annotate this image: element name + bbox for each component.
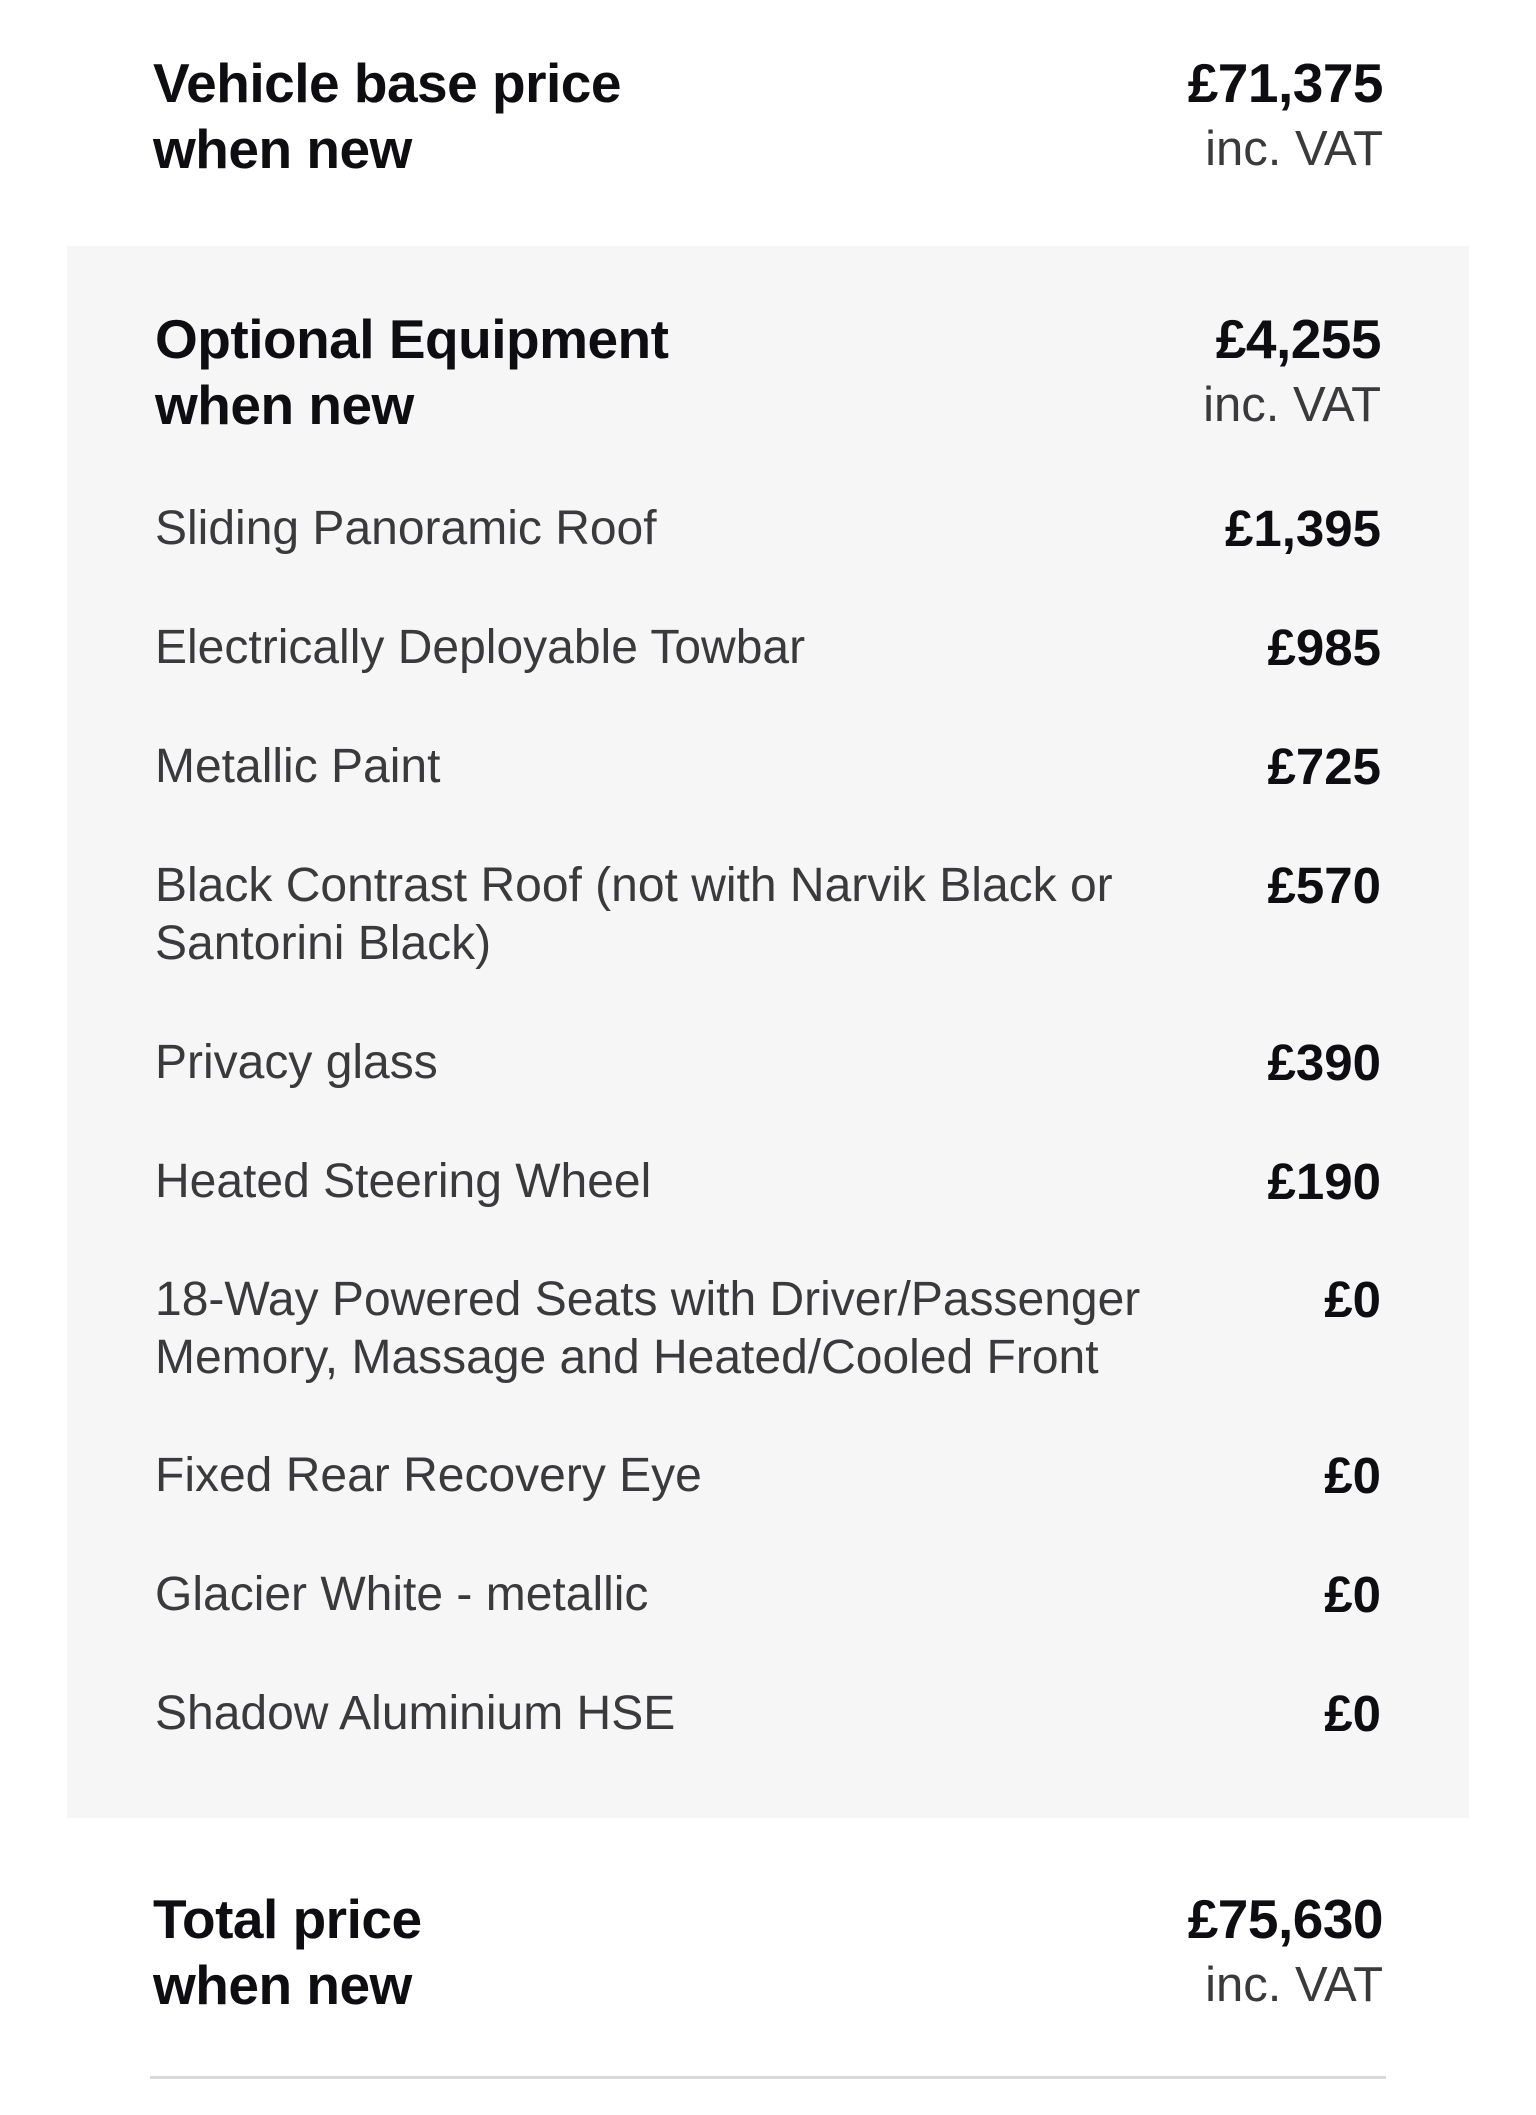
bottom-divider [150, 2076, 1386, 2079]
option-row [155, 857, 1381, 973]
option-price: £0 [1324, 1566, 1381, 1623]
option-price: £0 [1324, 1271, 1381, 1328]
option-price: £985 [1267, 619, 1381, 676]
option-name: Electrically Deployable Towbar [155, 621, 806, 674]
total-price-vat-note: inc. VAT [1205, 1958, 1383, 2012]
option-row [155, 1271, 1381, 1387]
option-name: Privacy glass [155, 1036, 438, 1089]
option-row [155, 738, 1381, 796]
option-price: £0 [1324, 1447, 1381, 1504]
option-name: Glacier White - metallic [155, 1568, 649, 1621]
base-price-vat-note: inc. VAT [1205, 122, 1383, 176]
option-name: Metallic Paint [155, 740, 441, 793]
optional-equipment-header [155, 306, 1381, 438]
option-price: £725 [1267, 738, 1381, 795]
total-price-value-group [1188, 1886, 1383, 2018]
base-price-title-line1: Vehicle base price [153, 52, 621, 114]
option-row [155, 1034, 1381, 1092]
optional-equipment-value-group [1203, 306, 1381, 438]
base-price-value: £71,375 [1187, 52, 1383, 114]
base-price-heading [153, 50, 621, 182]
total-price-value: £75,630 [1187, 1888, 1383, 1950]
base-price-value-group [1188, 50, 1383, 182]
option-row [155, 1685, 1381, 1743]
optional-equipment-panel [67, 246, 1469, 1818]
option-row [155, 1153, 1381, 1211]
option-price: £0 [1324, 1685, 1381, 1742]
optional-equipment-heading [155, 306, 668, 438]
optional-equipment-vat-note: inc. VAT [1203, 378, 1381, 432]
base-price-title-line2: when new [153, 118, 412, 180]
optional-equipment-total: £4,255 [1215, 308, 1381, 370]
optional-equipment-title-line1: Optional Equipment [155, 308, 669, 370]
option-name: Shadow Aluminium HSE [155, 1687, 676, 1740]
option-price: £1,395 [1225, 500, 1381, 557]
option-row [155, 1447, 1381, 1505]
option-name: Heated Steering Wheel [155, 1155, 652, 1208]
base-price-section [153, 50, 1383, 182]
total-price-title-line2: when new [153, 1954, 412, 2016]
total-price-section [153, 1886, 1383, 2018]
option-price: £570 [1267, 857, 1381, 914]
option-row [155, 500, 1381, 558]
option-name: 18-Way Powered Seats with Driver/Passenger Memory, Massage and Heated/Cooled Front [155, 1273, 1141, 1384]
option-price: £190 [1267, 1153, 1381, 1210]
option-name: Black Contrast Roof (not with Narvik Black or Santorini Black) [155, 859, 1113, 970]
option-name: Fixed Rear Recovery Eye [155, 1449, 702, 1502]
option-price: £390 [1267, 1034, 1381, 1091]
total-price-heading [153, 1886, 422, 2018]
optional-equipment-title-line2: when new [155, 374, 414, 436]
option-row [155, 1566, 1381, 1624]
option-name: Sliding Panoramic Roof [155, 502, 657, 555]
option-row [155, 619, 1381, 677]
total-price-title-line1: Total price [153, 1888, 422, 1950]
